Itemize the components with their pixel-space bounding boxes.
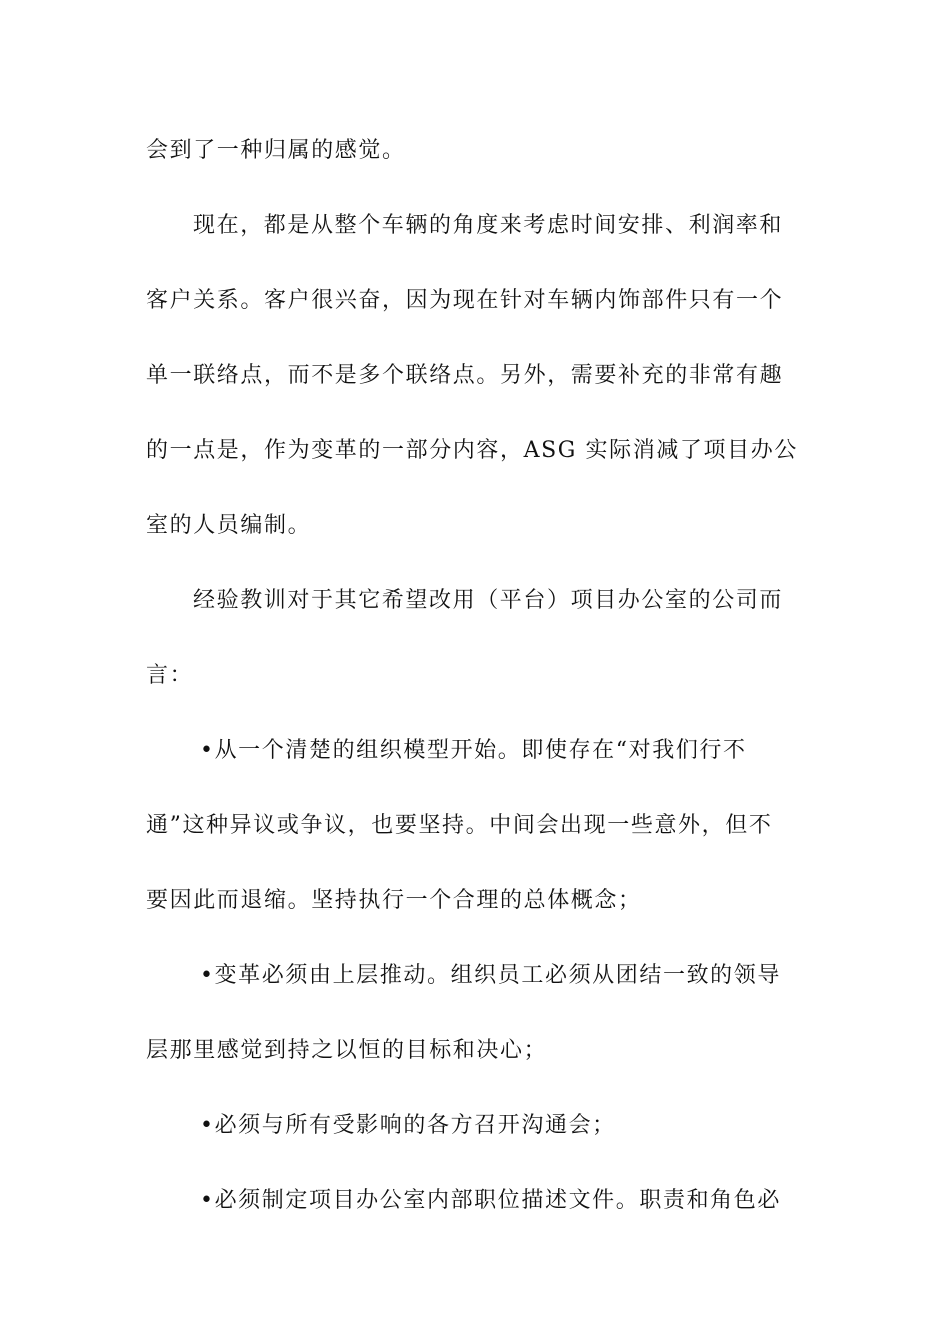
text-line-7: 经验教训对于其它希望改用（平台）项目办公室的公司而 (193, 588, 784, 613)
text-line-5: 的一点是，作为变革的一部分内容，ASG 实际消减了项目办公 (146, 438, 798, 463)
text-line-4: 单一联络点，而不是多个联络点。另外，需要补充的非常有趣 (146, 363, 784, 388)
text-line-8: 言： (146, 663, 194, 688)
text-line-11: 要因此而退缩。坚持执行一个合理的总体概念； (146, 888, 642, 913)
text-line-10: 通”这种异议或争议，也要坚持。中间会出现一些意外，但不 (146, 813, 773, 838)
text-line-3: 客户关系。客户很兴奋，因为现在针对车辆内饰部件只有一个 (146, 288, 784, 313)
bullet-item-4: •必须制定项目办公室内部职位描述文件。职责和角色必 (200, 1188, 781, 1213)
text-line-6: 室的人员编制。 (146, 513, 312, 538)
text-line-2: 现在，都是从整个车辆的角度来考虑时间安排、利润率和 (193, 213, 784, 238)
bullet-item-2: •变革必须由上层推动。组织员工必须从团结一致的领导 (200, 963, 781, 988)
text-line-1: 会到了一种归属的感觉。 (146, 138, 406, 163)
bullet-item-3: •必须与所有受影响的各方召开沟通会； (200, 1113, 616, 1138)
text-line-13: 层那里感觉到持之以恒的目标和决心； (146, 1038, 548, 1063)
bullet-item-1: •从一个清楚的组织模型开始。即使存在“对我们行不 (200, 738, 747, 763)
